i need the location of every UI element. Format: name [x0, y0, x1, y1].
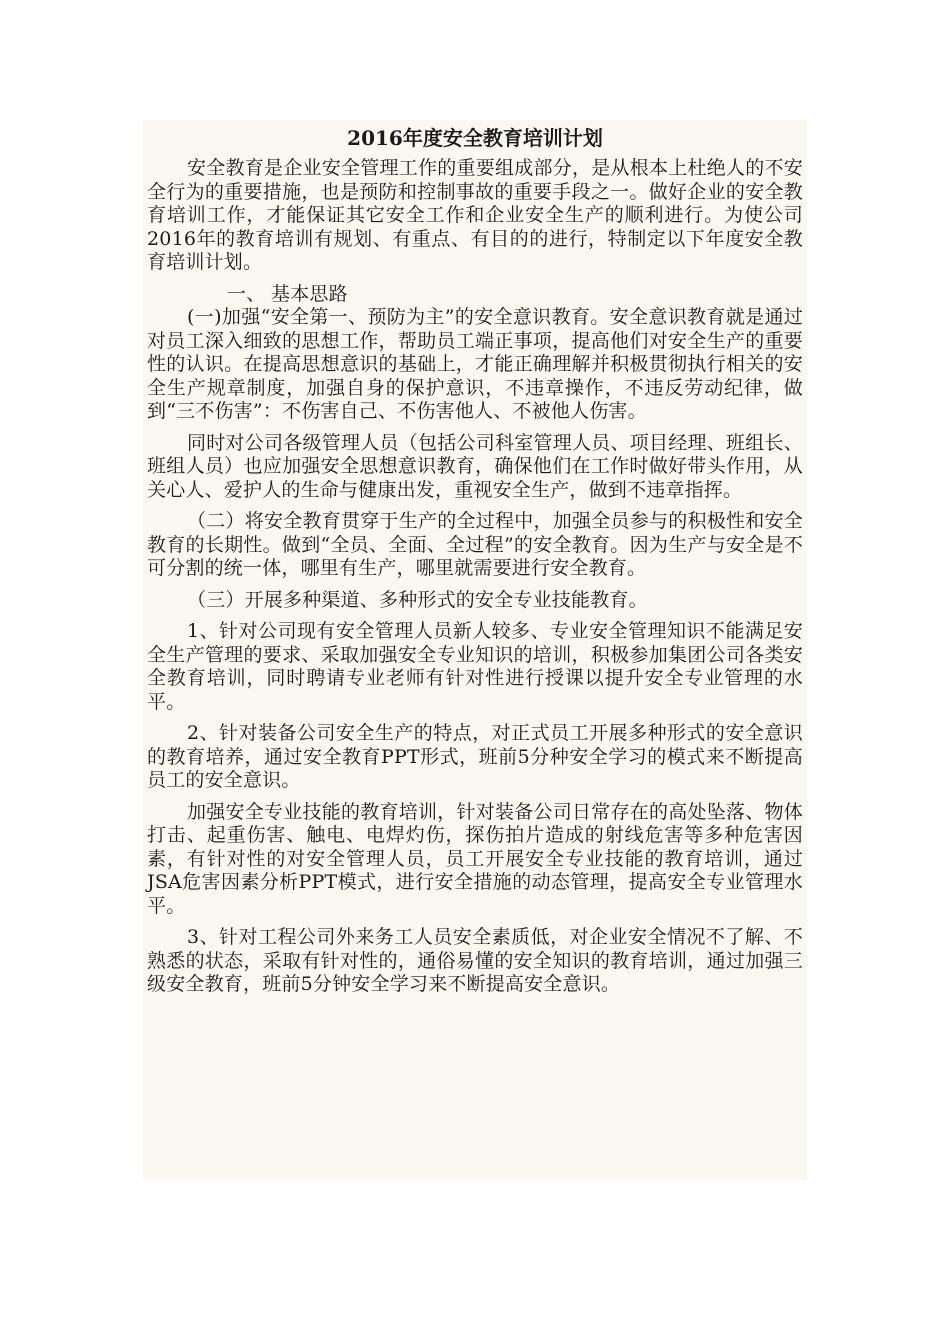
- paragraph-whole-process: （二）将安全教育贯穿于生产的全过程中，加强全员参与的积极性和安全教育的长期性。做到“全员、全面、全过程”的安全教育。因为生产与安全是不可分割的统一体，哪里有生产，哪里就需要进行安全教育。: [147, 510, 803, 579]
- section-heading-text: 基本思路: [271, 282, 348, 305]
- paragraph-item-1: 1、针对公司现有安全管理人员新人较多、专业安全管理知识不能满足安全生产管理的要求、采取加强安全专业知识的培训，积极参加集团公司各类安全教育培训，同时聘请专业老师有针对性进行授课以提升安全专业管理的水平。: [147, 620, 803, 713]
- paragraph-item-2: 2、针对装备公司安全生产的特点，对正式员工开展多种形式的安全意识的教育培养，通过安全教育PPT形式，班前5分种安全学习的模式来不断提高员工的安全意识。: [147, 722, 803, 791]
- intro-paragraph: 安全教育是企业安全管理工作的重要组成部分，是从根本上杜绝人的不安全行为的重要措施，也是预防和控制事故的重要手段之一。做好企业的安全教育培训工作，才能保证其它安全工作和企业安全生产的顺利进行。为使公司2016年的教育培训有规划、有重点、有目的的进行，特制定以下年度安全教育培训计划。: [147, 157, 803, 273]
- document-title: 2016年度安全教育培训计划: [347, 126, 603, 150]
- paragraph-skills: 加强安全专业技能的教育培训，针对装备公司日常存在的高处坠落、物体打击、起重伤害、触电、电焊灼伤，探伤拍片造成的射线危害等多种危害因素，有针对性的对安全管理人员，员工开展安全专业技能的教育培训，通过JSA危害因素分析PPT模式，进行安全措施的动态管理，提高安全专业管理水平。: [147, 800, 803, 917]
- paragraph-managers: 同时对公司各级管理人员（包括公司科室管理人员、项目经理、班组长、班组人员）也应加强安全思想意识教育，确保他们在工作时做好带头作用，从关心人、爱护人的生命与健康出发，重视安全生产，做到不违章指挥。: [147, 431, 803, 501]
- paragraph-multi-channel: （三）开展多种渠道、多种形式的安全专业技能教育。: [187, 588, 648, 611]
- paragraph-item-3: 3、针对工程公司外来务工人员安全素质低，对企业安全情况不了解、不熟悉的状态，采取有针对性的，通俗易懂的安全知识的教育培训，通过加强三级安全教育，班前5分钟安全学习来不断提高安全意识。: [147, 926, 803, 995]
- section-heading-number: 一、: [227, 282, 266, 305]
- section-heading: [147, 283, 803, 307]
- paragraph-safety-awareness: (一)加强“安全第一、预防为主”的安全意识教育。安全意识教育就是通过对员工深入细致的思想工作，帮助员工端正事项，提高他们对安全生产的重要性的认识。在提高思想意识的基础上，才能正确理解并积极贯彻执行相关的安全生产规章制度，加强自身的保护意识，不违章操作，不违反劳动纪律，做到“三不伤害”：不伤害自己、不伤害他人、不被他人伤害。: [147, 306, 803, 422]
- document-page: [143, 120, 807, 1180]
